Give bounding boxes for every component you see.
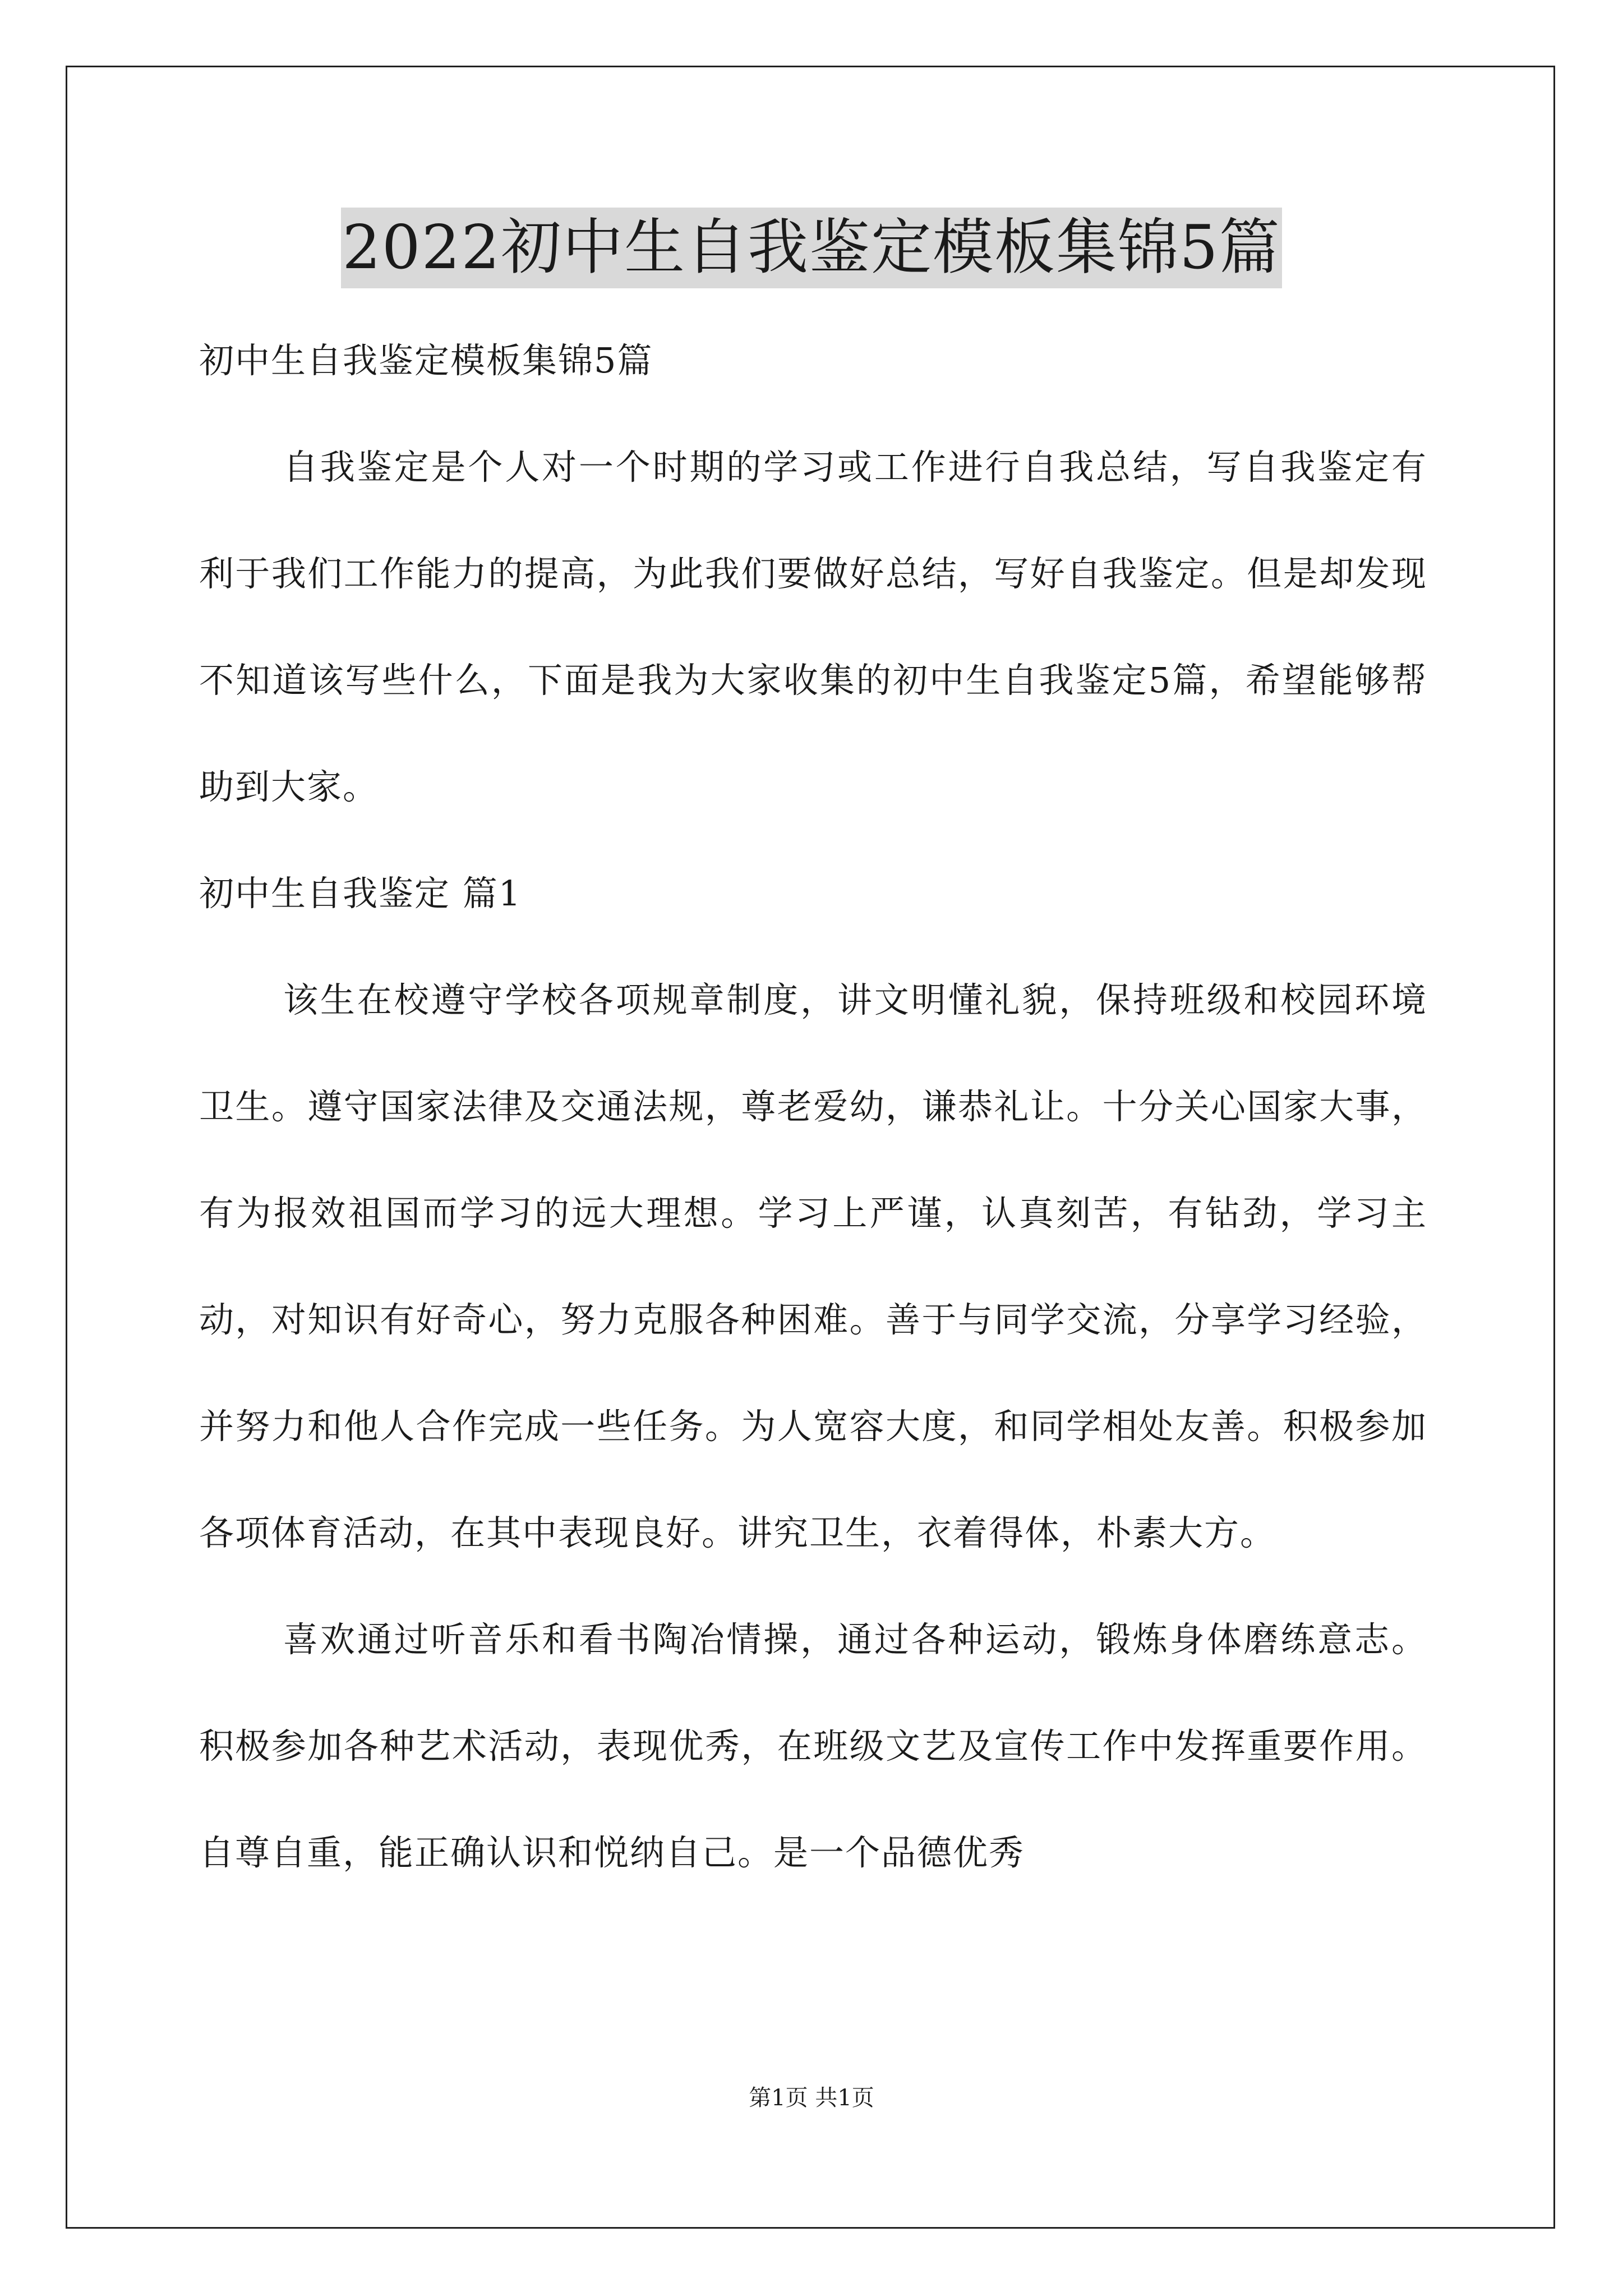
title-container [0, 208, 1623, 288]
section-heading: 初中生自我鉴定 篇1 [199, 873, 522, 914]
document-subtitle: 初中生自我鉴定模板集锦5篇 [199, 340, 653, 381]
intro-paragraph: 自我鉴定是个人对一个时期的学习或工作进行自我总结，写自我鉴定有利于我们工作能力的提高，为此我们要做好总结，写好自我鉴定。但是却发现不知道该写些什么，下面是我为大家收集的初中生自我鉴定5篇，希望能够帮助到大家。 [199, 447, 1427, 807]
page-footer: 第1页 共1页 [749, 2085, 874, 2111]
body-paragraph-1: 该生在校遵守学校各项规章制度，讲文明懂礼貌，保持班级和校园环境卫生。遵守国家法律及交通法规，尊老爱幼，谦恭礼让。十分关心国家大事，有为报效祖国而学习的远大理想。学习上严谨，认真刻苦，有钻劲，学习主动，对知识有好奇心，努力克服各种困难。善于与同学交流，分享学习经验，并努力和他人合作完成一些任务。为人宽容大度，和同学相处友善。积极参加各项体育活动，在其中表现良好。讲究卫生，衣着得体，朴素大方。 [199, 979, 1427, 1553]
document-body [199, 307, 1427, 1906]
body-paragraph-2: 喜欢通过听音乐和看书陶冶情操，通过各种运动，锻炼身体磨练意志。积极参加各种艺术活动，表现优秀，在班级文艺及宣传工作中发挥重要作用。自尊自重，能正确认识和悦纳自己。是一个品德优秀 [199, 1619, 1427, 1873]
document-title: 2022初中生自我鉴定模板集锦5篇 [341, 208, 1282, 288]
